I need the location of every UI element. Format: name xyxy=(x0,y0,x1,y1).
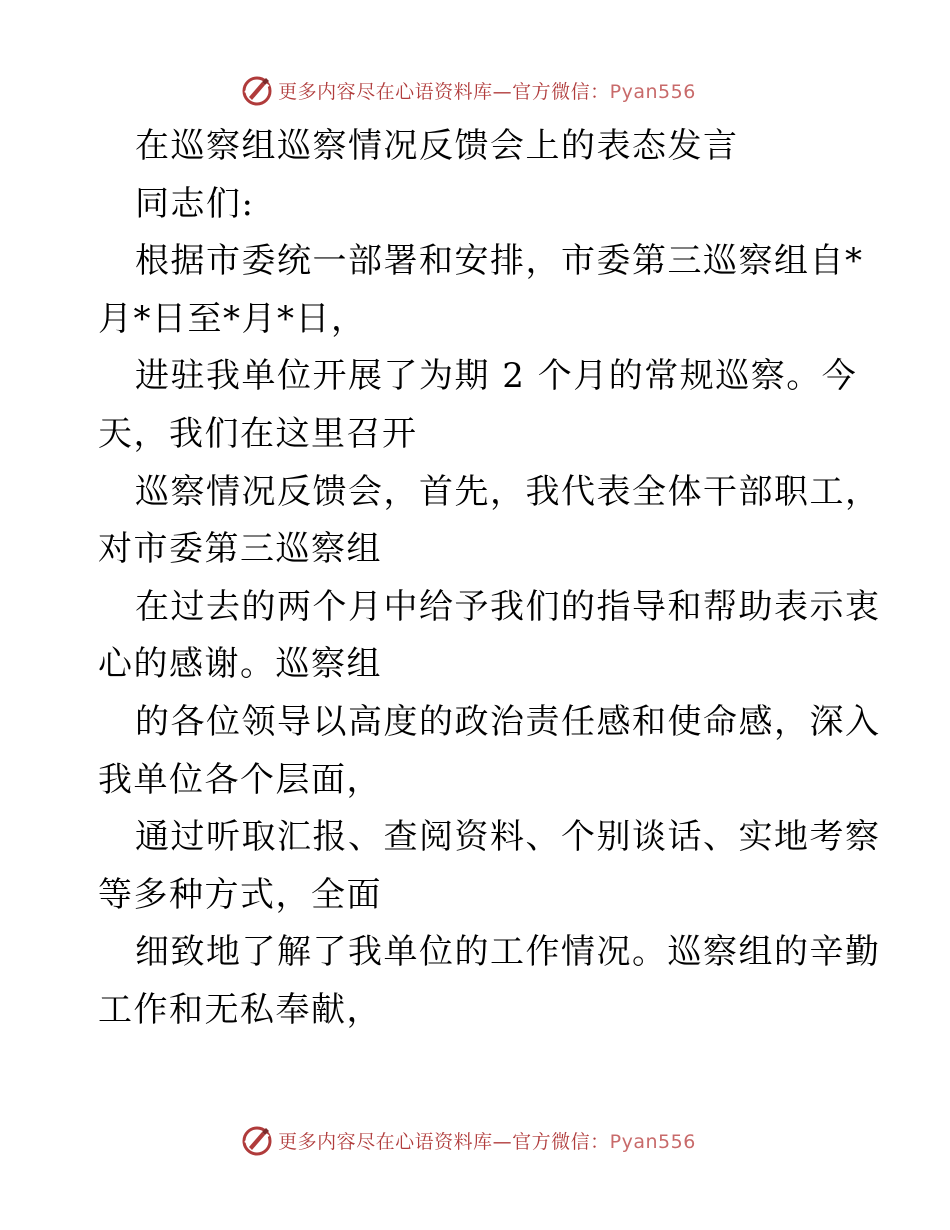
text-line: 我单位各个层面， xyxy=(98,759,382,800)
watermark-text xyxy=(278,1127,696,1154)
header-watermark-banner xyxy=(0,70,950,110)
pen-swirl-logo-icon xyxy=(240,1123,274,1157)
watermark-label: 更多内容尽在心语资料库—官方微信： xyxy=(278,80,610,103)
text-line: 细致地了解了我单位的工作情况。巡察组的辛勤 xyxy=(135,932,881,973)
watermark-label: 更多内容尽在心语资料库—官方微信： xyxy=(278,1130,610,1153)
text-line: 心的感谢。巡察组 xyxy=(98,644,382,685)
salutation: 同志们: xyxy=(135,183,255,224)
watermark-text xyxy=(278,77,696,104)
text-line: 天，我们在这里召开 xyxy=(98,413,418,454)
pen-swirl-logo-icon xyxy=(240,73,274,107)
header-watermark xyxy=(240,73,696,107)
text-line: 月*日至*月*日， xyxy=(98,298,367,339)
text-line: 巡察情况反馈会，首先，我代表全体干部职工， xyxy=(135,471,881,512)
text-line: 根据市委统一部署和安排，市委第三巡察组自* xyxy=(135,241,864,282)
document-body xyxy=(98,118,881,1040)
text-line: 通过听取汇报、查阅资料、个别谈话、实地考察 xyxy=(135,817,881,858)
text-line: 工作和无私奉献， xyxy=(98,989,382,1030)
text-line: 进驻我单位开展了为期 2 个月的常规巡察。今 xyxy=(135,356,858,397)
text-line: 等多种方式，全面 xyxy=(98,874,382,915)
watermark-contact: Pyan556 xyxy=(609,1130,696,1153)
footer-watermark-banner xyxy=(0,1120,950,1160)
text-line: 在过去的两个月中给予我们的指导和帮助表示衷 xyxy=(135,586,881,627)
text-line: 对市委第三巡察组 xyxy=(98,529,382,570)
text-line: 的各位领导以高度的政治责任感和使命感，深入 xyxy=(135,701,881,742)
watermark-contact: Pyan556 xyxy=(609,80,696,103)
document-title: 在巡察组巡察情况反馈会上的表态发言 xyxy=(135,126,739,166)
footer-watermark xyxy=(240,1123,696,1157)
